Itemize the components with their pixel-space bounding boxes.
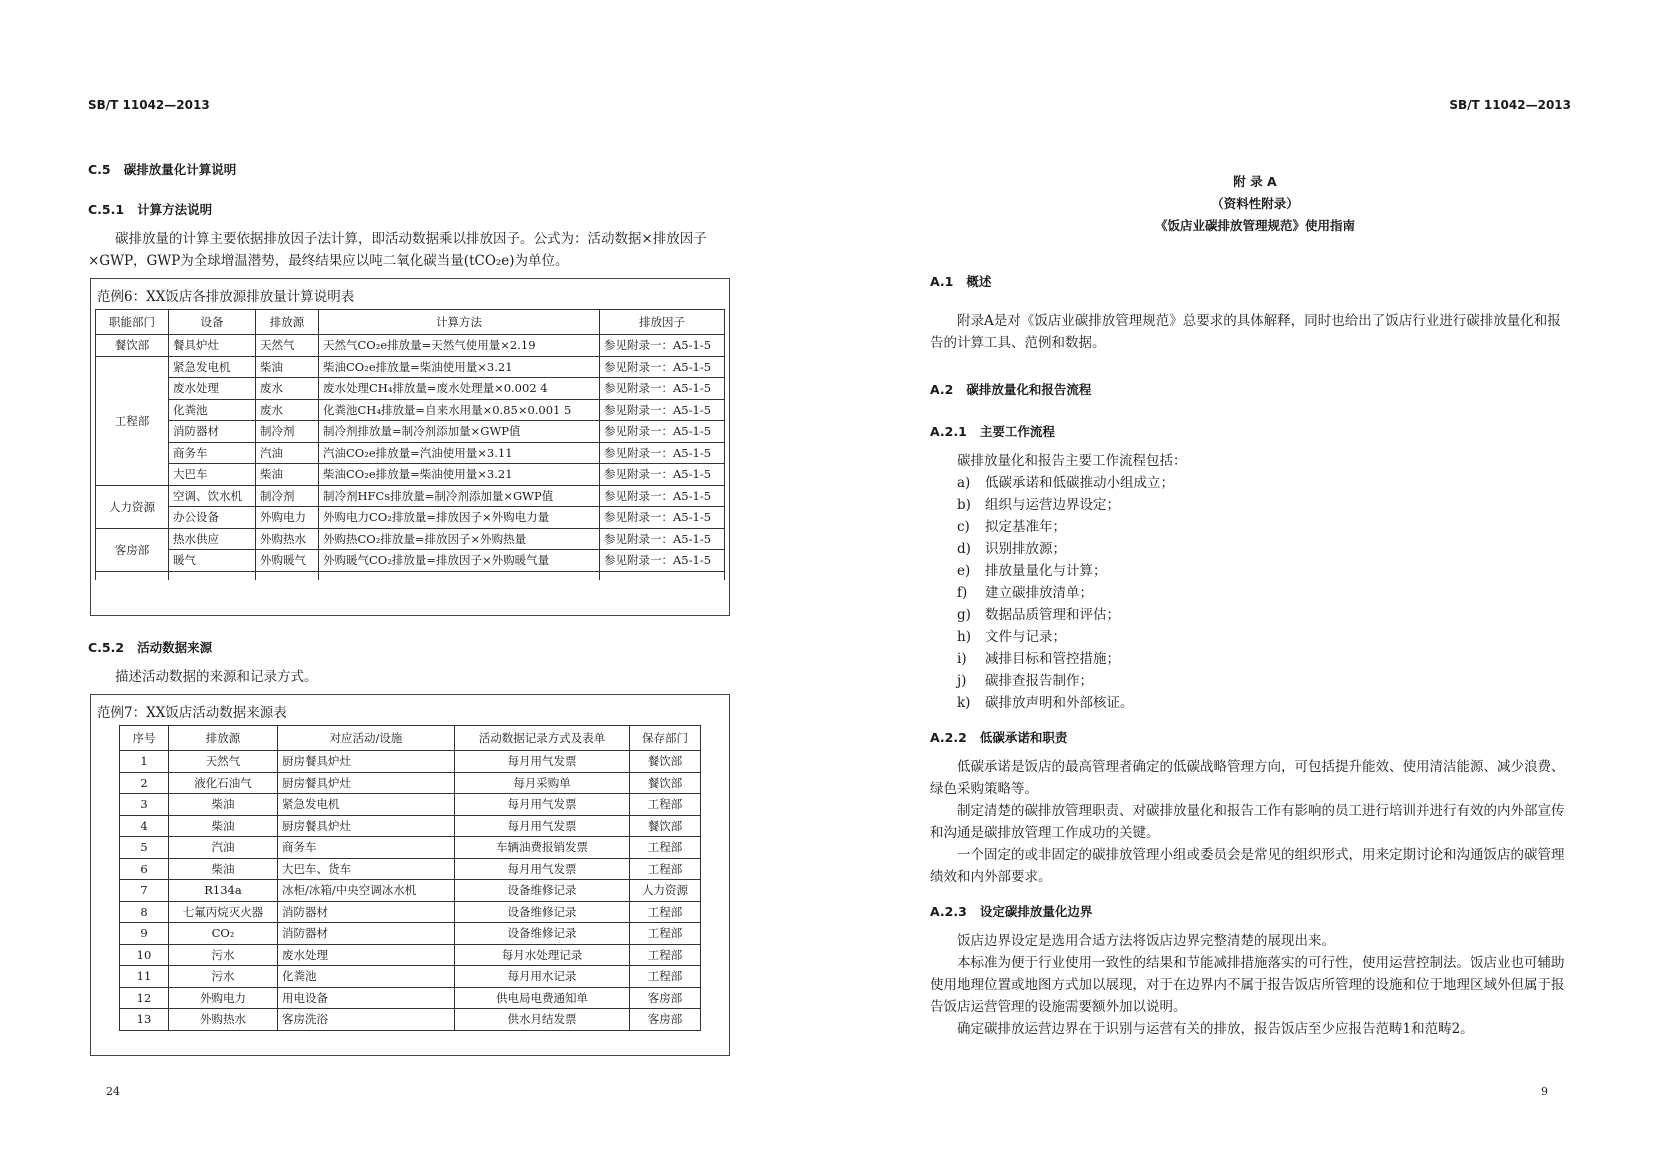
list-text: 碳排查报告制作； <box>985 673 1093 689</box>
list-marker: e) <box>957 563 971 579</box>
method-cell: 柴油CO₂e排放量=柴油使用量×3.21 <box>319 356 600 378</box>
index-cell: 3 <box>120 794 169 816</box>
record-cell: 设备维修记录 <box>455 901 630 923</box>
list-item <box>957 604 1557 626</box>
method-cell: 天然气CO₂e排放量=天然气使用量×2.19 <box>319 335 600 357</box>
dept-cell: 工程部 <box>630 966 701 988</box>
factor-cell: 参见附录一：A5-1-5 <box>600 485 725 507</box>
record-cell: 设备维修记录 <box>455 923 630 945</box>
empty-cell <box>169 571 256 580</box>
list-item <box>957 538 1557 560</box>
paragraph-text: 一个固定的或非固定的碳排放管理小组或委员会是常见的组织形式，用来定期讨论和沟通饭店的碳管理绩效和内外部要求。 <box>930 847 1565 885</box>
method-cell: 柴油CO₂e排放量=柴油使用量×3.21 <box>319 464 600 486</box>
table-row-empty <box>96 571 725 580</box>
list-marker: i) <box>957 651 967 667</box>
list-marker: j) <box>957 673 967 689</box>
a22-paragraphs <box>930 756 1572 888</box>
list-text: 碳排放声明和外部核证。 <box>985 695 1134 711</box>
section-a22-heading <box>930 728 1067 746</box>
index-cell: 6 <box>120 858 169 880</box>
list-marker: f) <box>957 585 968 601</box>
paragraph-text: 碳排放量的计算主要依据排放因子法计算，即活动数据乘以排放因子。公式为：活动数据×排放因子×GWP，GWP为全球增温潜势，最终结果应以吨二氧化碳当量(tCO₂e)为单位。 <box>88 231 707 269</box>
list-text: 排放量量化与计算； <box>985 563 1107 579</box>
activity-cell: 客房洗浴 <box>278 1009 455 1031</box>
activity-data-source-table <box>119 725 701 1031</box>
empty-cell <box>600 571 725 580</box>
department-cell: 工程部 <box>96 356 169 485</box>
source-cell: 废水 <box>256 399 319 421</box>
list-marker: d) <box>957 541 971 557</box>
dept-cell: 工程部 <box>630 794 701 816</box>
column-header: 排放源 <box>256 310 319 335</box>
department-cell: 人力资源 <box>96 485 169 528</box>
paragraph-text: 制定清楚的碳排放管理职责、对碳排放量化和报告工作有影响的员工进行培训并进行有效的内外部宣传和沟通是碳排放管理工作成功的关键。 <box>930 803 1565 841</box>
record-cell: 每月用气发票 <box>455 858 630 880</box>
factor-cell: 参见附录一：A5-1-5 <box>600 399 725 421</box>
department-cell: 客房部 <box>96 528 169 571</box>
column-header: 排放因子 <box>600 310 725 335</box>
paragraph-text: 本标准为便于行业使用一致性的结果和节能减排措施落实的可行性，使用运营控制法。饭店业也可辅助使用地理位置或地图方式加以展现，对于在边界内不属于报告饭店所管理的设施和位于地理区域外但属于报告饭店运营管理的设施需要额外加以说明。 <box>930 955 1565 1015</box>
factor-cell: 参见附录一：A5-1-5 <box>600 421 725 443</box>
method-cell: 外购热CO₂排放量=排放因子×外购热量 <box>319 528 600 550</box>
list-marker: k) <box>957 695 971 711</box>
paragraph-text: 低碳承诺是饭店的最高管理者确定的低碳战略管理方向，可包括提升能效、使用清洁能源、减少浪费、绿色采购策略等。 <box>930 759 1565 797</box>
table-row <box>96 421 725 443</box>
source-cell: 柴油 <box>169 815 278 837</box>
list-text: 拟定基准年； <box>985 519 1066 535</box>
index-cell: 13 <box>120 1009 169 1031</box>
empty-cell <box>319 571 600 580</box>
activity-cell: 紧急发电机 <box>278 794 455 816</box>
activity-cell: 冰柜/冰箱/中央空调冰水机 <box>278 880 455 902</box>
list-text: 减排目标和管控措施； <box>985 651 1120 667</box>
source-cell: 柴油 <box>256 356 319 378</box>
list-text: 识别排放源； <box>985 541 1066 557</box>
index-cell: 11 <box>120 966 169 988</box>
equipment-cell: 办公设备 <box>169 507 256 529</box>
table6-caption: 范例6：XX饭店各排放源排放量计算说明表 <box>97 289 355 305</box>
dept-cell: 客房部 <box>630 987 701 1009</box>
right-header-code: SB/T 11042—2013 <box>1449 98 1571 112</box>
activity-cell: 废水处理 <box>278 944 455 966</box>
left-page-number: 24 <box>106 1085 120 1098</box>
factor-cell: 参见附录一：A5-1-5 <box>600 550 725 572</box>
column-header: 计算方法 <box>319 310 600 335</box>
section-number: C.5 <box>88 162 111 177</box>
equipment-cell: 空调、饮水机 <box>169 485 256 507</box>
equipment-cell: 热水供应 <box>169 528 256 550</box>
source-cell: CO₂ <box>169 923 278 945</box>
paragraph-text: 描述活动数据的来源和记录方式。 <box>115 669 318 685</box>
dept-cell: 工程部 <box>630 944 701 966</box>
source-cell: 汽油 <box>256 442 319 464</box>
section-number: C.5.1 <box>88 202 125 217</box>
section-number: A.2.3 <box>930 904 967 919</box>
record-cell: 设备维修记录 <box>455 880 630 902</box>
method-cell: 外购电力CO₂排放量=排放因子×外购电力量 <box>319 507 600 529</box>
department-cell: 餐饮部 <box>96 335 169 357</box>
record-cell: 供电局电费通知单 <box>455 987 630 1009</box>
table-row <box>96 485 725 507</box>
dept-cell: 餐饮部 <box>630 751 701 773</box>
source-cell: 污水 <box>169 944 278 966</box>
source-cell: 制冷剂 <box>256 485 319 507</box>
column-header: 保存部门 <box>630 726 701 751</box>
column-header: 设备 <box>169 310 256 335</box>
section-a23-heading <box>930 902 1092 920</box>
factor-cell: 参见附录一：A5-1-5 <box>600 442 725 464</box>
equipment-cell: 餐具炉灶 <box>169 335 256 357</box>
section-title: 主要工作流程 <box>979 424 1055 439</box>
dept-cell: 餐饮部 <box>630 772 701 794</box>
source-cell: 液化石油气 <box>169 772 278 794</box>
method-cell: 制冷剂HFCs排放量=制冷剂添加量×GWP值 <box>319 485 600 507</box>
list-text: 建立碳排放清单； <box>985 585 1093 601</box>
section-number: A.2 <box>930 382 954 397</box>
source-cell: 柴油 <box>256 464 319 486</box>
index-cell: 10 <box>120 944 169 966</box>
table-row <box>96 442 725 464</box>
method-cell: 废水处理CH₄排放量=废水处理量×0.002 4 <box>319 378 600 400</box>
factor-cell: 参见附录一：A5-1-5 <box>600 356 725 378</box>
list-item <box>957 670 1557 692</box>
section-title: 低碳承诺和职责 <box>979 730 1068 745</box>
factor-cell: 参见附录一：A5-1-5 <box>600 335 725 357</box>
record-cell: 车辆油费报销发票 <box>455 837 630 859</box>
dept-cell: 工程部 <box>630 923 701 945</box>
list-item <box>957 582 1557 604</box>
section-c51-heading <box>88 200 212 218</box>
column-header: 排放源 <box>169 726 278 751</box>
method-cell: 汽油CO₂e排放量=汽油使用量×3.11 <box>319 442 600 464</box>
source-cell: 柴油 <box>169 858 278 880</box>
section-title: 设定碳排放量化边界 <box>979 904 1093 919</box>
section-title: 活动数据来源 <box>137 640 213 655</box>
list-item <box>957 648 1557 670</box>
paragraph-text: 饭店边界设定是选用合适方法将饭店边界完整清楚的展现出来。 <box>957 933 1335 949</box>
factor-cell: 参见附录一：A5-1-5 <box>600 464 725 486</box>
list-marker: c) <box>957 519 970 535</box>
index-cell: 4 <box>120 815 169 837</box>
column-header: 活动数据记录方式及表单 <box>455 726 630 751</box>
dept-cell: 客房部 <box>630 1009 701 1031</box>
table-row <box>96 356 725 378</box>
a21-intro <box>930 450 1572 472</box>
source-cell: 七氟丙烷灭火器 <box>169 901 278 923</box>
activity-cell: 用电设备 <box>278 987 455 1009</box>
workflow-list <box>957 472 1557 714</box>
paragraph-text: 确定碳排放运营边界在于识别与运营有关的排放，报告饭店至少应报告范畴1和范畴2。 <box>957 1021 1474 1037</box>
factor-cell: 参见附录一：A5-1-5 <box>600 507 725 529</box>
table-row <box>120 751 701 773</box>
record-cell: 供水月结发票 <box>455 1009 630 1031</box>
empty-cell <box>96 571 169 580</box>
list-marker: h) <box>957 629 971 645</box>
method-cell: 制冷剂排放量=制冷剂添加量×GWP值 <box>319 421 600 443</box>
c52-paragraph <box>88 666 730 688</box>
list-item <box>957 626 1557 648</box>
source-cell: 汽油 <box>169 837 278 859</box>
example-6-box <box>90 278 730 616</box>
activity-cell: 厨房餐具炉灶 <box>278 751 455 773</box>
list-text: 低碳承诺和低碳推动小组成立； <box>985 475 1174 491</box>
source-cell: 天然气 <box>256 335 319 357</box>
source-cell: R134a <box>169 880 278 902</box>
method-cell: 化粪池CH₄排放量=自来水用量×0.85×0.001 5 <box>319 399 600 421</box>
source-cell: 外购暖气 <box>256 550 319 572</box>
column-header: 职能部门 <box>96 310 169 335</box>
factor-cell: 参见附录一：A5-1-5 <box>600 528 725 550</box>
record-cell: 每月用气发票 <box>455 815 630 837</box>
section-a2-heading <box>930 380 1091 398</box>
activity-cell: 大巴车、货车 <box>278 858 455 880</box>
table-row <box>96 507 725 529</box>
table-row <box>96 335 725 357</box>
section-title: 计算方法说明 <box>137 202 213 217</box>
record-cell: 每月水处理记录 <box>455 944 630 966</box>
section-number: C.5.2 <box>88 640 125 655</box>
activity-cell: 化粪池 <box>278 966 455 988</box>
table-row <box>120 966 701 988</box>
source-cell: 天然气 <box>169 751 278 773</box>
source-cell: 柴油 <box>169 794 278 816</box>
section-title: 碳排放量化和报告流程 <box>966 382 1092 397</box>
emission-calculation-table <box>95 309 725 580</box>
column-header: 序号 <box>120 726 169 751</box>
table-row <box>96 528 725 550</box>
source-cell: 外购电力 <box>256 507 319 529</box>
table-header-row <box>96 310 725 335</box>
table7-caption: 范例7：XX饭店活动数据来源表 <box>97 705 287 721</box>
table-row <box>120 858 701 880</box>
table-row <box>120 837 701 859</box>
index-cell: 12 <box>120 987 169 1009</box>
section-title: 碳排放量化计算说明 <box>123 162 237 177</box>
table-row <box>96 550 725 572</box>
right-page-number: 9 <box>1541 1085 1548 1098</box>
column-header: 对应活动/设施 <box>278 726 455 751</box>
activity-cell: 厨房餐具炉灶 <box>278 815 455 837</box>
equipment-cell: 紧急发电机 <box>169 356 256 378</box>
dept-cell: 工程部 <box>630 901 701 923</box>
section-title: 概述 <box>966 274 992 289</box>
list-item <box>957 560 1557 582</box>
table-row <box>120 794 701 816</box>
list-text: 组织与运营边界设定； <box>985 497 1120 513</box>
index-cell: 5 <box>120 837 169 859</box>
source-cell: 污水 <box>169 966 278 988</box>
a1-paragraph <box>930 310 1572 354</box>
section-number: A.2.1 <box>930 424 967 439</box>
table-row <box>120 923 701 945</box>
index-cell: 8 <box>120 901 169 923</box>
table-row <box>96 399 725 421</box>
table-row <box>120 815 701 837</box>
left-header-code: SB/T 11042—2013 <box>88 98 210 112</box>
index-cell: 1 <box>120 751 169 773</box>
section-c5-heading <box>88 160 236 178</box>
table-row <box>120 1009 701 1031</box>
equipment-cell: 化粪池 <box>169 399 256 421</box>
table-row <box>120 772 701 794</box>
list-text: 文件与记录； <box>985 629 1066 645</box>
list-item <box>957 516 1557 538</box>
record-cell: 每月用气发票 <box>455 794 630 816</box>
list-item <box>957 494 1557 516</box>
activity-cell: 厨房餐具炉灶 <box>278 772 455 794</box>
index-cell: 7 <box>120 880 169 902</box>
source-cell: 外购电力 <box>169 987 278 1009</box>
activity-cell: 商务车 <box>278 837 455 859</box>
record-cell: 每月采购单 <box>455 772 630 794</box>
dept-cell: 人力资源 <box>630 880 701 902</box>
list-item <box>957 472 1557 494</box>
c51-paragraph <box>88 228 730 272</box>
dept-cell: 工程部 <box>630 858 701 880</box>
index-cell: 2 <box>120 772 169 794</box>
section-a21-heading <box>930 422 1055 440</box>
equipment-cell: 商务车 <box>169 442 256 464</box>
list-item <box>957 692 1557 714</box>
activity-cell: 消防器材 <box>278 923 455 945</box>
equipment-cell: 废水处理 <box>169 378 256 400</box>
table-row <box>120 901 701 923</box>
list-marker: g) <box>957 607 971 623</box>
method-cell: 外购暖气CO₂排放量=排放因子×外购暖气量 <box>319 550 600 572</box>
section-number: A.1 <box>930 274 954 289</box>
record-cell: 每月用气发票 <box>455 751 630 773</box>
table-row <box>120 880 701 902</box>
index-cell: 9 <box>120 923 169 945</box>
paragraph-text: 碳排放量化和报告主要工作流程包括： <box>957 453 1187 469</box>
source-cell: 外购热水 <box>169 1009 278 1031</box>
list-text: 数据品质管理和评估； <box>985 607 1120 623</box>
list-marker: a) <box>957 475 971 491</box>
table-row <box>96 378 725 400</box>
record-cell: 每月用水记录 <box>455 966 630 988</box>
list-marker: b) <box>957 497 971 513</box>
empty-cell <box>256 571 319 580</box>
table-row <box>120 987 701 1009</box>
a23-paragraphs <box>930 930 1572 1040</box>
section-number: A.2.2 <box>930 730 967 745</box>
paragraph-text: 附录A是对《饭店业碳排放管理规范》总要求的具体解释，同时也给出了饭店行业进行碳排放量化和报告的计算工具、范例和数据。 <box>930 313 1561 351</box>
factor-cell: 参见附录一：A5-1-5 <box>600 378 725 400</box>
source-cell: 废水 <box>256 378 319 400</box>
example-7-box <box>90 694 730 1056</box>
table-row <box>96 464 725 486</box>
section-a1-heading <box>930 272 991 290</box>
dept-cell: 工程部 <box>630 837 701 859</box>
table-header-row <box>120 726 701 751</box>
appendix-name: 《饭店业碳排放管理规范》使用指南 <box>1154 218 1355 233</box>
source-cell: 外购热水 <box>256 528 319 550</box>
dept-cell: 餐饮部 <box>630 815 701 837</box>
appendix-title: 附 录 A <box>1233 174 1277 189</box>
section-c52-heading <box>88 638 212 656</box>
source-cell: 制冷剂 <box>256 421 319 443</box>
appendix-subtitle: （资料性附录） <box>1211 196 1299 211</box>
equipment-cell: 大巴车 <box>169 464 256 486</box>
equipment-cell: 暖气 <box>169 550 256 572</box>
activity-cell: 消防器材 <box>278 901 455 923</box>
table-row <box>120 944 701 966</box>
equipment-cell: 消防器材 <box>169 421 256 443</box>
